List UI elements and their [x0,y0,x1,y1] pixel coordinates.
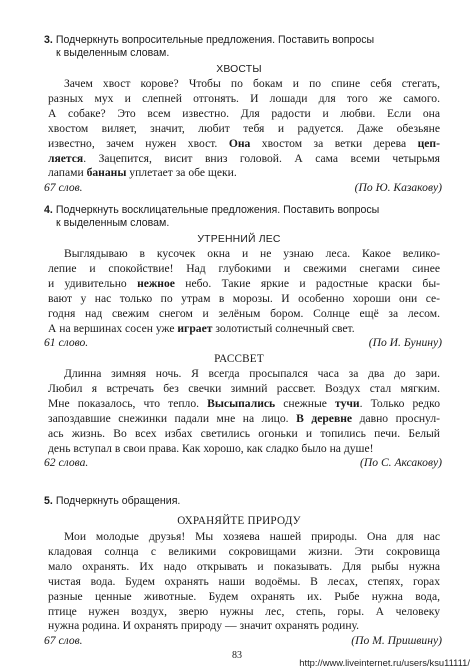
text-line: вают у нас только по утрам в морозы. И особенно хороши они се- [48,291,440,305]
task-text-line-1: Подчеркнуть восклицательные предложения. Поставить вопросы [55,204,380,216]
text-fragment: известно, зачем нужен хвост. [48,136,218,150]
text-line: чистая вода. Будем охранять наши водоёмы. В лесах, степях, горах [48,574,440,588]
text-fragment: давно проснул- [359,411,440,425]
text-line: нужна родина. И охранять природу — значит охранять родину. [48,619,360,633]
task-text-line-2: к выделенным словам. [56,47,170,59]
highlighted-word: цеп- [417,136,440,150]
highlighted-word: нежное [137,276,175,290]
text-line: Мои молодые друзья! Мы хозяева нашей природы. Она для нас [64,530,440,543]
text-fragment: . Только редко [359,396,440,410]
text-line: А собаке? Это всем известно. Для радости и любви. Если она [48,106,440,120]
text-line: Выглядываю в кусочек окна и не узнаю леса. Какое велико- [64,247,440,260]
text-line [48,166,440,181]
text-fragment: и удивительно [48,276,127,290]
task-5-instruction [44,495,444,508]
task-text-line-2: к выделенным словам. [56,217,170,229]
text-line: лепие и спокойствие! Над глубокими и свежими снегами синее [48,261,440,275]
text-fragment: запоздавшие снежинки падали мне на лицо. [48,411,289,425]
author-credit: (По М. Пришвину) [351,634,442,647]
text-line: разных мух и слепней отгонять. И лошади для того же самого. [48,91,440,105]
text-fragment: Мне показалось, что тепло. [48,396,200,410]
text-title-rassvet: РАССВЕТ [214,353,264,365]
text-line: Длинна зимняя ночь. Я всегда просыпался часа за два до зари. [64,367,440,380]
text-title-utrenniy-les: УТРЕННИЙ ЛЕС [197,234,281,245]
task-number: 3. [44,34,53,46]
highlighted-word: В деревне [296,411,353,425]
text-line: разные ценные животные. Будем охранять их. Рыбе нужна вода, [48,589,440,603]
text-line [48,397,440,412]
highlighted-word: Она [228,136,251,150]
task-3-instruction [44,34,444,60]
task-text-line-1: Подчеркнуть обращения. [55,495,181,507]
source-watermark[interactable]: http://www.liveinternet.ru/users/ksu11111/ [299,657,470,668]
author-credit: (По С. Аксакову) [360,456,442,469]
text-line: кладовая солнца с великими сокровищами жизни. Эти сокровища [48,544,440,558]
text-fragment: лапами [48,166,84,180]
text-line: хвостом виляет, значит, любит тебя и радуется. Даже обезьяне [48,121,440,135]
text-line: годня над свежим снегом и зелёным бором. Солнце ещё за лесом. [48,306,440,320]
text-line: Зачем хвост корове? Чтобы по бокам и по спине себя стегать, [64,77,440,90]
text-footer [44,181,442,196]
text-utrenniy-les [48,247,440,336]
text-line [48,137,440,152]
text-line [48,322,440,337]
text-line: день вступал в свои права. Как хорошо, как сладко было на душе! [48,441,374,455]
text-title-khvosty: ХВОСТЫ [216,64,262,75]
text-khvosty [48,77,440,181]
author-credit: (По Ю. Казакову) [354,181,442,194]
highlighted-word: ляется [48,151,84,165]
text-line: мало охранять. Их надо открывать и показывать. Для рыбы нужна [48,559,440,573]
text-line [48,412,440,427]
highlighted-word: бананы [86,166,127,180]
text-title-okhranyayte-prirodu: ОХРАНЯЙТЕ ПРИРОДУ [177,515,301,527]
text-okhranyayte-prirodu [48,530,440,634]
text-fragment: золотистый солнечный свет. [215,321,355,335]
text-fragment: уплетает за обе щеки. [129,166,237,180]
text-fragment: снежные [283,396,327,410]
word-count: 61 слово. [44,336,89,349]
highlighted-word: тучи [335,396,360,410]
text-line [48,277,440,292]
text-line [48,152,440,167]
text-line: ась жизнь. Во всех избах светились огоньки и топились печи. Белый [48,426,440,440]
task-4-instruction [44,204,444,230]
text-footer [44,456,442,471]
text-line: птице нужен воздух, зверю нужны лес, степь, горы. А человеку [48,604,440,618]
task-text-line-1: Подчеркнуть вопросительные предложения. Поставить вопросы [55,34,375,46]
text-rassvet [48,367,440,456]
text-fragment: хвостом за ветки дерева [261,136,407,150]
task-number: 4. [44,204,53,216]
page-number: 83 [232,650,242,661]
author-credit: (По И. Бунину) [368,336,442,349]
text-footer [44,634,442,649]
word-count: 67 слов. [44,181,83,194]
highlighted-word: играет [177,321,213,335]
word-count: 67 слов. [44,634,83,647]
text-footer [44,336,442,351]
word-count: 62 слова. [44,456,89,469]
text-fragment: А на вершинах сосен уже [48,321,175,335]
highlighted-word: Высыпались [207,396,276,410]
text-line: Любил я встречать без свечки зимний рассвет. Воздух стал мягким. [48,381,440,395]
task-number: 5. [44,495,53,507]
text-fragment: небо. Такие яркие и радостные краски бы- [185,276,440,290]
text-fragment: . Зацепится, висит вниз головой. А сама всеми четырьмя [83,151,440,165]
